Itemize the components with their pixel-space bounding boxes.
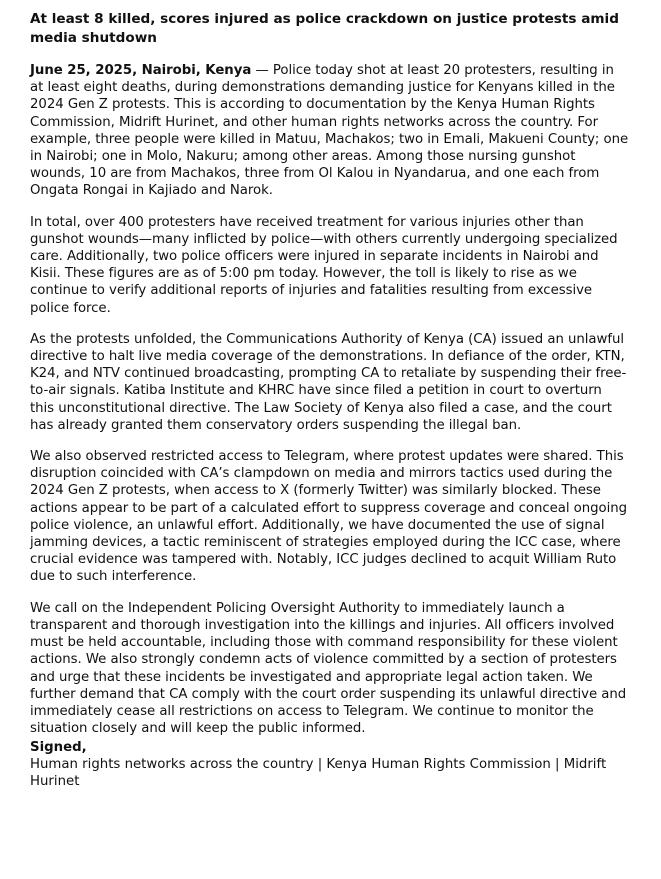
paragraph-call-to-action: We call on the Independent Policing Oversight Authority to immediately launch a transparent and thorough investigation into the killings and injuries. All officers involved must be held accountable, including those with command responsibility for these violent actions. We also strongly condemn acts of violence committed by a section of protesters and urge that these incidents be investigated and appropriate legal action taken. We further demand that CA comply with the court order suspending its unlawful directive and immediately cease all restrictions on access to Telegram. We continue to monitor the situation closely and will keep the public informed.: [30, 600, 627, 737]
paragraph-media-shutdown: As the protests unfolded, the Communications Authority of Kenya (CA) issued an unlawful directive to halt live media coverage of the demonstrations. In defiance of the order, KTN, K24, and NTV continued broadcasting, prompting CA to retaliate by suspending their free-to-air signals. Katiba Institute and KHRC have since filed a petition in court to overturn this unconstitutional directive. The Law Society of Kenya also filed a case, and the court has already granted them conservatory orders suspending the illegal ban.: [30, 331, 627, 433]
dateline: June 25, 2025, Nairobi, Kenya: [30, 63, 252, 78]
signed-label: Signed,: [30, 740, 87, 756]
press-release: [30, 10, 630, 790]
headline: At least 8 killed, scores injured as police crackdown on justice protests amid media shutdown: [30, 11, 619, 46]
signatories: Human rights networks across the country | Kenya Human Rights Commission | Midrift Hurinet: [30, 757, 607, 790]
paragraph-casualties: In total, over 400 protesters have received treatment for various injuries other than gunshot wounds—many inflicted by police—with others currently undergoing specialized care. Additionally, two police officers were injured in separate incidents in Nairobi and Kisii. These figures are as of 5:00 pm today. However, the toll is likely to rise as we continue to verify additional reports of injuries and fatalities resulting from excessive police force.: [30, 214, 618, 316]
lead-text: — Police today shot at least 20 protesters, resulting in at least eight deaths, during demonstrations demanding justice for Kenyans killed in the 2024 Gen Z protests. This is according to documentation by the Kenya Human Rights Commission, Midrift Hurinet, and other human rights networks across the country. For example, three people were killed in Matuu, Machakos; two in Emali, Makueni County; one in Nairobi; one in Molo, Nakuru; among other areas. Among those nursing gunshot wounds, 10 are from Machakos, three from Ol Kalou in Nyandarua, and one each from Ongata Rongai in Kajiado and Narok.: [30, 63, 629, 199]
lead-paragraph: [30, 62, 630, 200]
paragraph-telegram-restriction: We also observed restricted access to Telegram, where protest updates were shared. This disruption coincided with CA’s clampdown on media and mirrors tactics used during the 2024 Gen Z protests, when access to X (formerly Twitter) was similarly blocked. These actions appear to be part of a calculated effort to suppress coverage and conceal ongoing police violence, an unlawful effort. Additionally, we have documented the use of signal jamming devices, a tactic reminiscent of strategies employed during the ICC case, where crucial evidence was tampered with. Notably, ICC judges declined to acquit William Ruto due to such interference.: [30, 449, 627, 585]
